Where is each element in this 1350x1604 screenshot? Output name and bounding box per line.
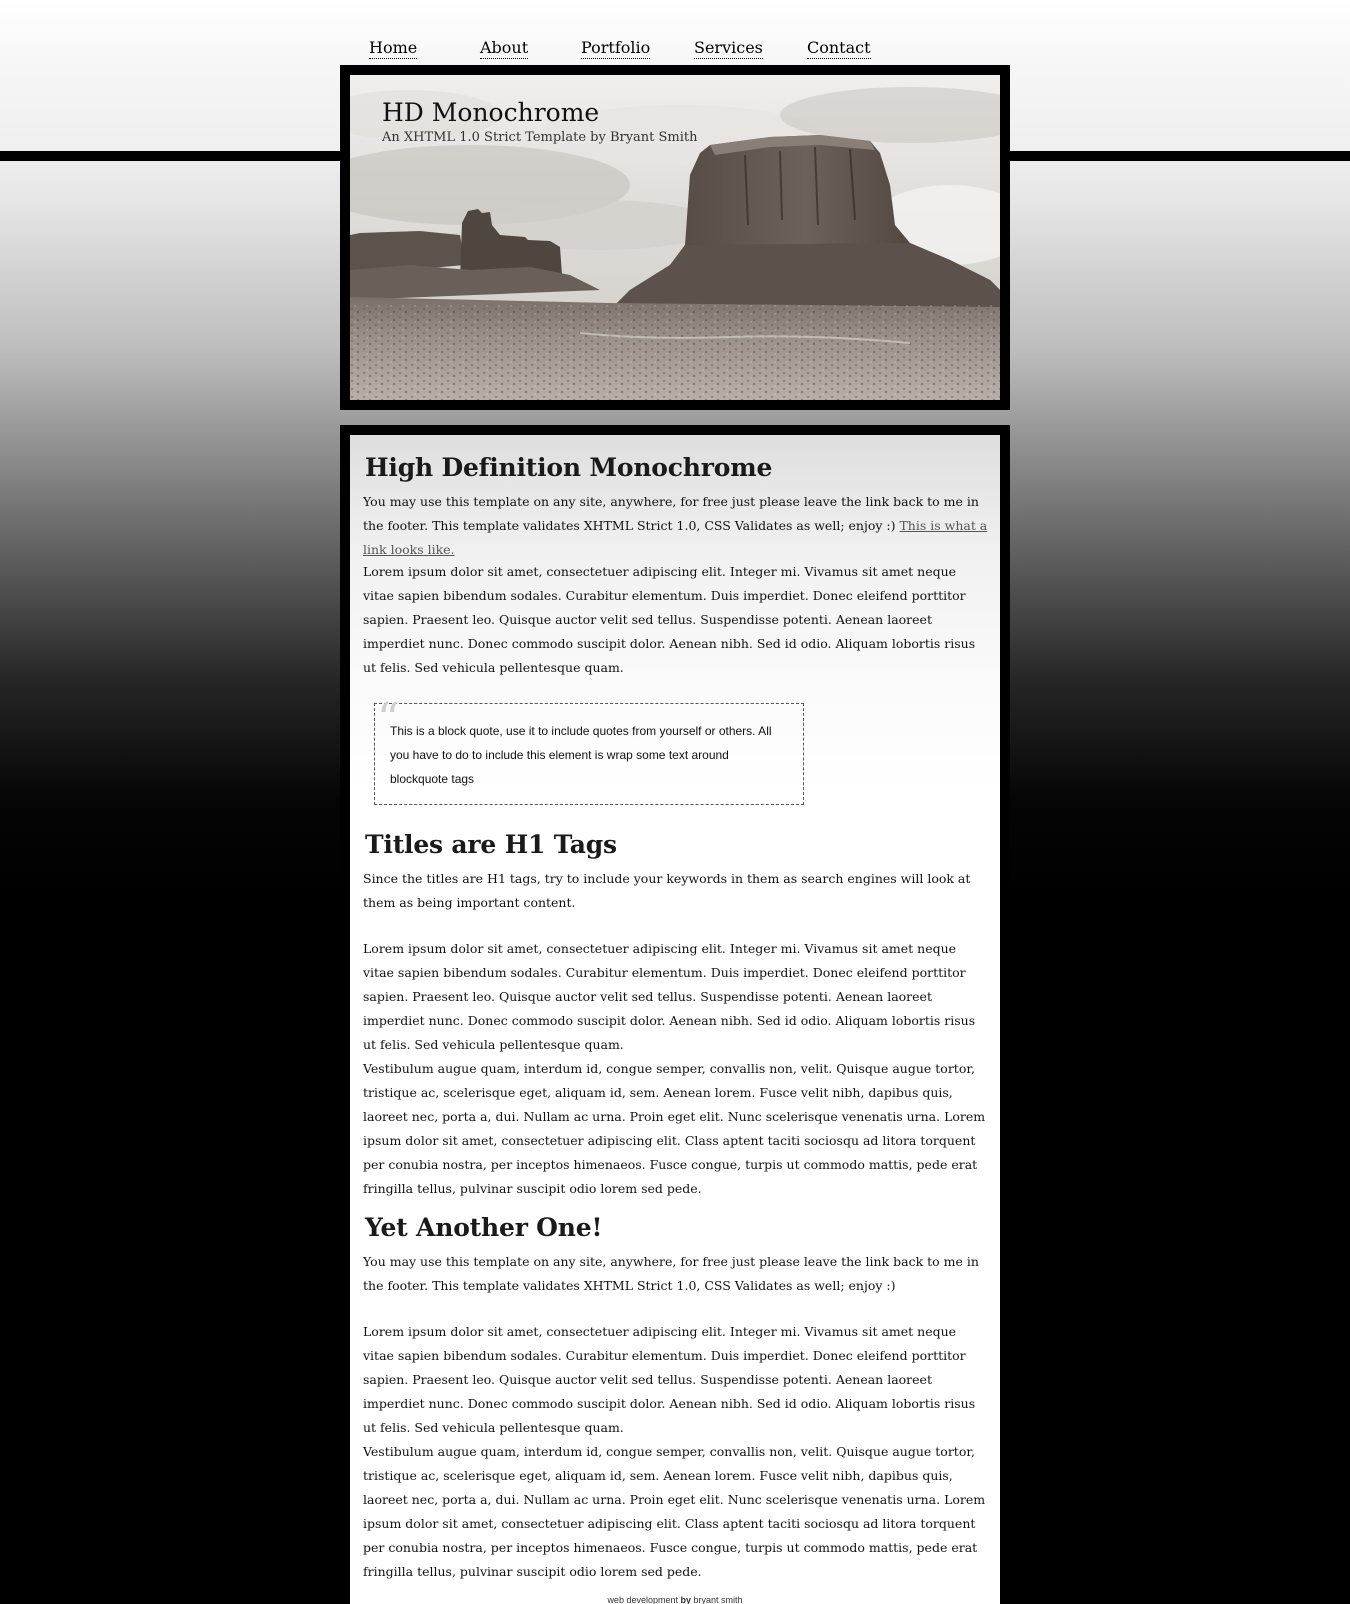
nav-item-portfolio[interactable]: Portfolio bbox=[581, 38, 651, 57]
section-heading-2: Titles are H1 Tags bbox=[365, 830, 617, 859]
nav-item-services[interactable]: Services bbox=[694, 38, 763, 57]
main-content bbox=[350, 435, 1000, 1604]
section-intro-1 bbox=[363, 490, 988, 562]
blockquote bbox=[374, 694, 804, 805]
section-paragraph-2a: Lorem ipsum dolor sit amet, consectetuer adipiscing elit. Integer mi. Vivamus sit amet neque vitae sapien bibendum sodales. Curabitur elementum. Duis imperdiet. Donec eleifend porttitor sapien. Praesent leo. Quisque auctor velit sed tellus. Suspendisse potenti. Aenean laoreet imperdiet nunc. Donec commodo suscipit dolor. Aenean nibh. Sed id odio. Aliquam lobortis risus ut felis. Sed vehicula pellentesque quam. bbox=[363, 941, 976, 1052]
section-paragraph-1: Lorem ipsum dolor sit amet, consectetuer adipiscing elit. Integer mi. Vivamus sit amet neque vitae sapien bibendum sodales. Curabitur elementum. Duis imperdiet. Donec eleifend porttitor sapien. Praesent leo. Quisque auctor velit sed tellus. Suspendisse potenti. Aenean laoreet imperdiet nunc. Donec commodo suscipit dolor. Aenean nibh. Sed id odio. Aliquam lobortis risus ut felis. Sed vehicula pellentesque quam. bbox=[363, 564, 976, 675]
nav-item-about[interactable]: About bbox=[480, 38, 529, 57]
section-heading-3: Yet Another One! bbox=[365, 1213, 603, 1242]
content-frame bbox=[340, 425, 1010, 1604]
section-heading-1: High Definition Monochrome bbox=[365, 453, 773, 482]
nav-item-contact[interactable]: Contact bbox=[807, 38, 871, 57]
footer-by: by bbox=[680, 1595, 692, 1604]
section-intro-3: You may use this template on any site, anywhere, for free just please leave the link back to me in the footer. This template validates XHTML Strict 1.0, CSS Validates as well; enjoy :) bbox=[363, 1254, 979, 1293]
blockquote-text: This is a block quote, use it to include quotes from yourself or others. All you have to do to include this element is wrap some text around blockquote tags bbox=[390, 724, 772, 786]
sample-link[interactable]: This is what a link looks like. bbox=[363, 518, 988, 557]
quote-mark-icon: “ bbox=[377, 694, 400, 745]
footer-link-web-development[interactable]: web development bbox=[607, 1595, 678, 1604]
footer bbox=[350, 1595, 1000, 1604]
section-paragraph-3b: Vestibulum augue quam, interdum id, congue semper, convallis non, velit. Quisque augue tortor, tristique ac, scelerisque eget, aliquam id, sem. Aenean lorem. Fusce velit nibh, dapibus quis, laoreet nec, porta a, dui. Nullam ac urna. Proin eget elit. Nunc scelerisque venenatis urna. Lorem ipsum dolor sit amet, consectetuer adipiscing elit. Class aptent taciti sociosqu ad litora torquent per conubia nostra, per inceptos himenaeos. Fusce congue, turpis ut commodo mattis, pede erat fringilla tellus, pulvinar suscipit odio lorem sed pede. bbox=[363, 1444, 986, 1579]
section-paragraph-3a: Lorem ipsum dolor sit amet, consectetuer adipiscing elit. Integer mi. Vivamus sit amet neque vitae sapien bibendum sodales. Curabitur elementum. Duis imperdiet. Donec eleifend porttitor sapien. Praesent leo. Quisque auctor velit sed tellus. Suspendisse potenti. Aenean laoreet imperdiet nunc. Donec commodo suscipit dolor. Aenean nibh. Sed id odio. Aliquam lobortis risus ut felis. Sed vehicula pellentesque quam. bbox=[363, 1324, 976, 1435]
site-title: HD Monochrome bbox=[382, 98, 600, 127]
nav-item-home[interactable]: Home bbox=[369, 38, 418, 57]
site-tagline: An XHTML 1.0 Strict Template by Bryant Smith bbox=[382, 130, 698, 145]
section-intro-2: Since the titles are H1 tags, try to include your keywords in them as search engines will look at them as being important content. bbox=[363, 871, 971, 910]
footer-link-author[interactable]: bryant smith bbox=[693, 1595, 743, 1604]
section-paragraph-2b: Vestibulum augue quam, interdum id, congue semper, convallis non, velit. Quisque augue tortor, tristique ac, scelerisque eget, aliquam id, sem. Aenean lorem. Fusce velit nibh, dapibus quis, laoreet nec, porta a, dui. Nullam ac urna. Proin eget elit. Nunc scelerisque venenatis urna. Lorem ipsum dolor sit amet, consectetuer adipiscing elit. Class aptent taciti sociosqu ad litora torquent per conubia nostra, per inceptos himenaeos. Fusce congue, turpis ut commodo mattis, pede erat fringilla tellus, pulvinar suscipit odio lorem sed pede. bbox=[363, 1061, 986, 1196]
section-intro-1-text: You may use this template on any site, anywhere, for free just please leave the link back to me in the footer. This template validates XHTML Strict 1.0, CSS Validates as well; enjoy :) bbox=[363, 494, 979, 533]
header-frame bbox=[340, 65, 1010, 410]
